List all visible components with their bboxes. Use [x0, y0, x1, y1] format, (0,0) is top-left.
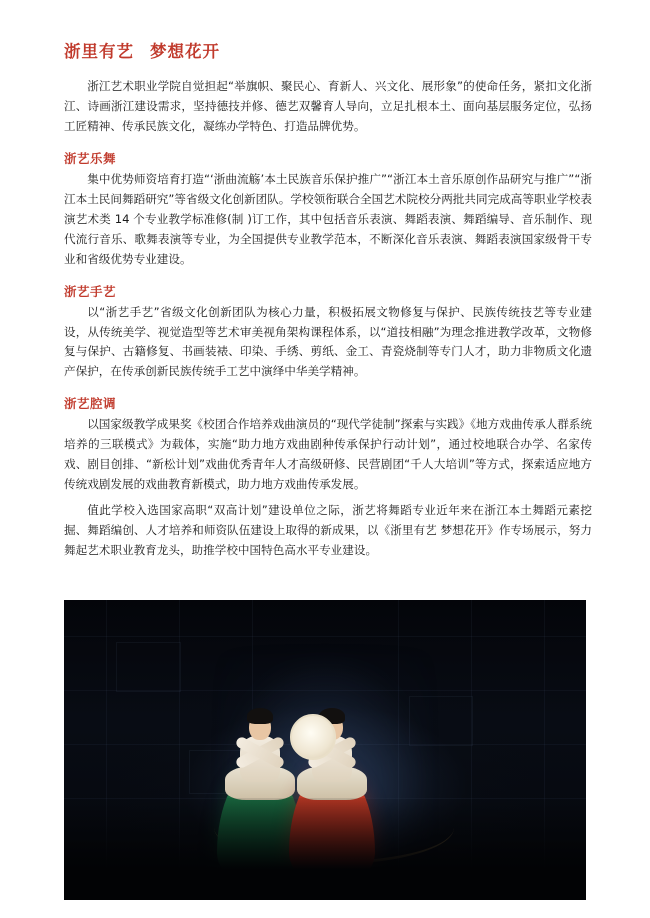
section-body-yuewu: 集中优势师资培育打造“‘浙曲流觞’本土民族音乐保护推广”“浙江本土音乐原创作品研究与推广”“浙江本土民间舞蹈研究”等省级文化创新团队。学校领衔联合全国艺术院校分两批共同完成高等职业学校表演艺术类 14 个专业教学标准修(制 )订工作，其中包括音乐表演、舞蹈表演、舞蹈编导、音乐制作、现代流行音乐、歌舞表演等专业，为全国提供专业教学范本，不断深化音乐表演、舞蹈表演国家级骨干专业和省级优势专业建设。	[64, 171, 592, 266]
page-title-part2: 梦想花开	[150, 42, 220, 61]
stage-floor	[64, 798, 586, 900]
section-body-qiangdiao: 以国家级教学成果奖《校团合作培养戏曲演员的“现代学徒制”探索与实践》《地方戏曲传承人群系统培养的三联模式》为载体，实施“助力地方戏曲剧种传承保护行动计划”，通过校地联合办学、名家传戏、剧目创排、“新松计划”戏曲优秀青年人才高级研修、民营剧团“千人大培训”等方式，探索适应地方传统戏剧发展的戏曲教育新模式，助力地方戏曲传承发展。	[64, 417, 592, 492]
dancer-hair	[247, 708, 273, 724]
page-title	[64, 40, 592, 63]
section-heading-shouyi: 浙艺手艺	[64, 283, 117, 299]
stage-performance-photo	[64, 600, 586, 900]
page-title-part1: 浙里有艺	[64, 42, 134, 61]
intro-paragraph: 浙江艺术职业学院自觉担起“举旗帜、聚民心、育新人、兴文化、展形象”的使命任务，紧扣文化浙江、诗画浙江建设需求，坚持德技并修、德艺双馨育人导向，立足扎根本土、面向基层服务定位，弘扬工匠精神、传承民族文化，凝练办学特色、打造品牌优势。	[64, 79, 592, 133]
section-heading-qiangdiao: 浙艺腔调	[64, 396, 117, 412]
closing-paragraph: 值此学校入选国家高职“双高计划”建设单位之际，浙艺将舞蹈专业近年来在浙江本土舞蹈元素挖掘、舞蹈编创、人才培养和师资队伍建设上取得的新成果，以《浙里有艺 梦想花开》作专场展示，努力舞起艺术职业教育龙头，助推学校中国特色高水平专业建设。	[64, 503, 592, 557]
hand-fan-prop	[290, 714, 336, 760]
section-heading-yuewu: 浙艺乐舞	[64, 150, 117, 166]
section-body-shouyi: 以“浙艺手艺”省级文化创新团队为核心力量，积极拓展文物修复与保护、民族传统技艺等专业建设，从传统美学、视觉造型等艺术审美视角架构课程体系，以“道技相融”为理念推进教学改革，文物修复与保护、古籍修复、书画装裱、印染、手绣、剪纸、金工、青瓷烧制等专门人才，助力非物质文化遗产保护，在传承创新民族传统手工艺中演绎中华美学精神。	[64, 304, 592, 379]
